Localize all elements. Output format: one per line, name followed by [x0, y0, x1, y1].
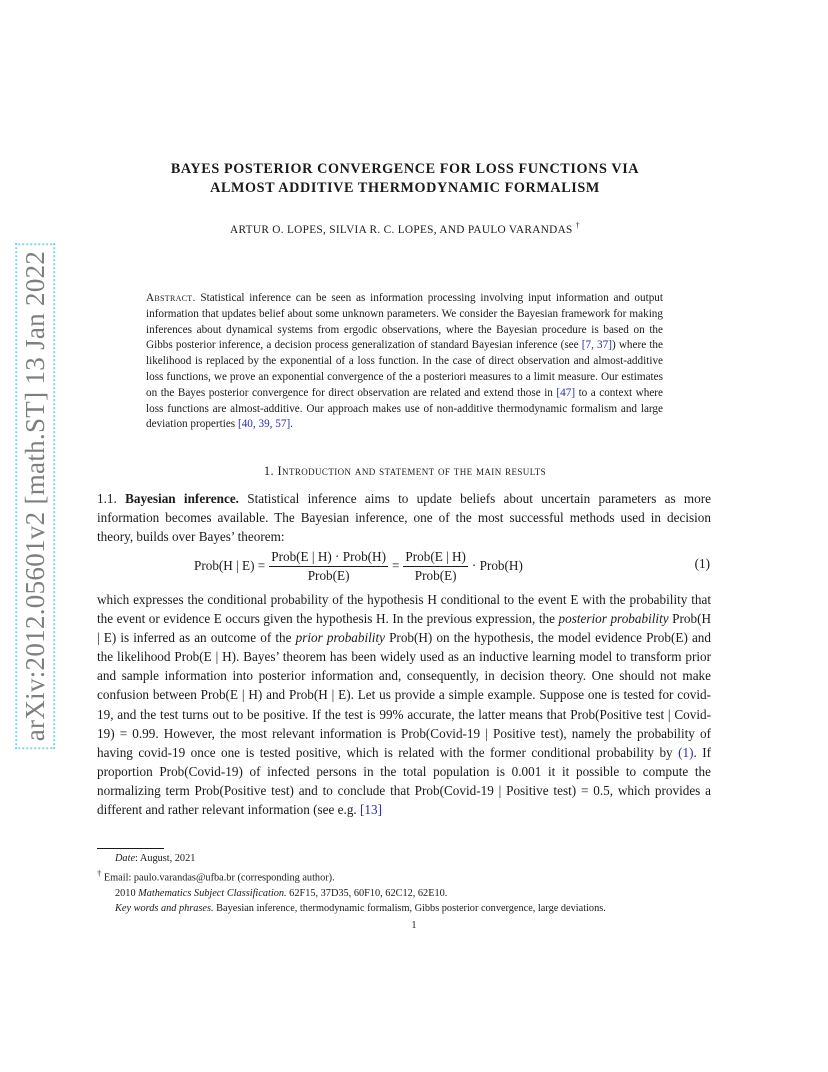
- fraction-numerator: Prob(E | H): [403, 548, 468, 567]
- paragraph-text-1: which expresses the conditional probability of the hypothesis H conditional to the event E with the probability that the event or evidence E occurs given the hypothesis H. In the previous expression, the: [97, 592, 711, 627]
- equation-fraction-2: [403, 548, 468, 585]
- paper-title: [100, 160, 710, 198]
- footnote-keywords: [97, 901, 711, 916]
- abstract-text-2: ) where the likelihood is replaced by the exponential of a loss function. In the case of direct observation and almost-additive loss functions, we prove an exponential convergence of the a posteriori measures to a limit measure. Our estimates on the Bayes posterior convergence for direct observation are related and extend those in: [146, 339, 663, 399]
- equation-tail: · Prob(H): [471, 558, 523, 573]
- body-paragraph: [97, 590, 711, 819]
- paragraph-text-3: Prob(H) on the hypothesis, the model evidence Prob(E) and the likelihood Prob(E | H). Bayes’ theorem has been widely used as an inductive learning model to transform prior and sample information into posterior information and, consequently, in decision theory. One should not make confusion between Prob(E | H) and Prob(H | E). Let us provide a simple example. Suppose one is tested for covid-19, and the test turns out to be positive. If the test is 99% accurate, the latter means that Prob(Positive test | Covid-19) = 0.99. However, the most relevant information is Prob(Covid-19 | Positive test), namely the probability of having covid-19 once one is tested positive, which is related with the former conditional probability by: [97, 630, 711, 760]
- abstract-text-4: .: [290, 418, 293, 431]
- msc-year: 2010: [115, 888, 139, 900]
- date-value: : August, 2021: [135, 853, 196, 864]
- footnote-divider: [97, 848, 164, 849]
- page-number: 1: [411, 920, 417, 931]
- date-label: Date: [115, 853, 136, 864]
- citation-link[interactable]: [47]: [556, 386, 576, 399]
- keywords-text: Bayesian inference, thermodynamic formalism, Gibbs posterior convergence, large deviations.: [213, 903, 606, 915]
- term-posterior-probability: posterior probability: [558, 611, 669, 627]
- footnotes: [97, 851, 711, 917]
- author-footnote-mark: †: [575, 221, 580, 230]
- keywords-label: Key words and phrases.: [115, 903, 214, 915]
- section-heading: 1. Introduction and statement of the main results: [263, 464, 547, 478]
- fraction-numerator: Prob(E | H) · Prob(H): [269, 548, 388, 567]
- equation-number: (1): [694, 556, 710, 571]
- paragraph-text-2: Prob(H | E) is inferred as an outcome of the: [97, 611, 711, 646]
- msc-codes: 62F15, 37D35, 60F10, 62C12, 62E10.: [286, 888, 448, 900]
- abstract: [146, 291, 663, 433]
- abstract-heading: Abstract.: [146, 292, 196, 304]
- arxiv-identifier-stamp: [14, 246, 56, 746]
- abstract-text-3: to a context where loss functions are almost-additive. Our approach makes use of non-additive thermodynamic formalism and large deviation properties: [146, 386, 663, 431]
- arxiv-identifier-text: arXiv:2012.05601v2 [math.ST] 13 Jan 2022: [15, 243, 55, 749]
- footnote-date: [97, 851, 711, 866]
- msc-label: Mathematics Subject Classification.: [138, 888, 287, 900]
- citation-link[interactable]: [7, 37]: [581, 339, 612, 352]
- author-list: [100, 221, 710, 236]
- subsection-number: 1.1.: [97, 491, 117, 506]
- equation-lhs: Prob(H | E) =: [194, 558, 266, 573]
- author-names: ARTUR O. LOPES, SILVIA R. C. LOPES, AND PAULO VARANDAS: [230, 223, 573, 236]
- fraction-denominator: Prob(E): [414, 567, 457, 583]
- paragraph-text-4: . If proportion Prob(Covid-19) of infected persons in the total population is 0.001 it it possible to compute the normalizing term Prob(Positive test) and to conclude that Prob(Covid-19 | Positive test) = 0.5, which provides a different and rather relevant information (see e.g.: [97, 744, 711, 818]
- subsection-text: Statistical inference aims to update beliefs about uncertain parameters as more information becomes available. The Bayesian inference, one of the most successful methods used in decision theory, builds over Bayes’ theorem:: [97, 491, 712, 545]
- term-prior-probability: prior probability: [295, 630, 385, 646]
- bayes-equation: [97, 543, 711, 589]
- equation-fraction-1: [269, 548, 388, 585]
- footnote-msc: [97, 886, 711, 901]
- citation-link[interactable]: [40, 39, 57]: [237, 418, 291, 431]
- title-line-2: ALMOST ADDITIVE THERMODYNAMIC FORMALISM: [210, 180, 600, 196]
- subsection-title: Bayesian inference.: [125, 491, 239, 506]
- citation-link[interactable]: [13]: [360, 802, 383, 818]
- fraction-denominator: Prob(E): [307, 567, 350, 583]
- subsection-paragraph: [97, 489, 711, 546]
- email-footnote-mark: †: [97, 868, 102, 879]
- email-text: Email: paulo.varandas@ufba.br (corresponding author).: [101, 872, 335, 884]
- title-line-1: BAYES POSTERIOR CONVERGENCE FOR LOSS FUNCTIONS VIA: [170, 161, 640, 177]
- equation-reference-link[interactable]: (1): [678, 744, 694, 760]
- equation-equals: =: [391, 558, 400, 573]
- footnote-email: [97, 866, 711, 886]
- abstract-text-1: Statistical inference can be seen as information processing involving input information and output information that updates belief about some unknown parameters. We consider the Bayesian framework for making inferences about dynamical systems from ergodic observations, where the Bayesian procedure is based on the Gibbs posterior inference, a decision process generalization of standard Bayesian inference (see: [146, 292, 663, 352]
